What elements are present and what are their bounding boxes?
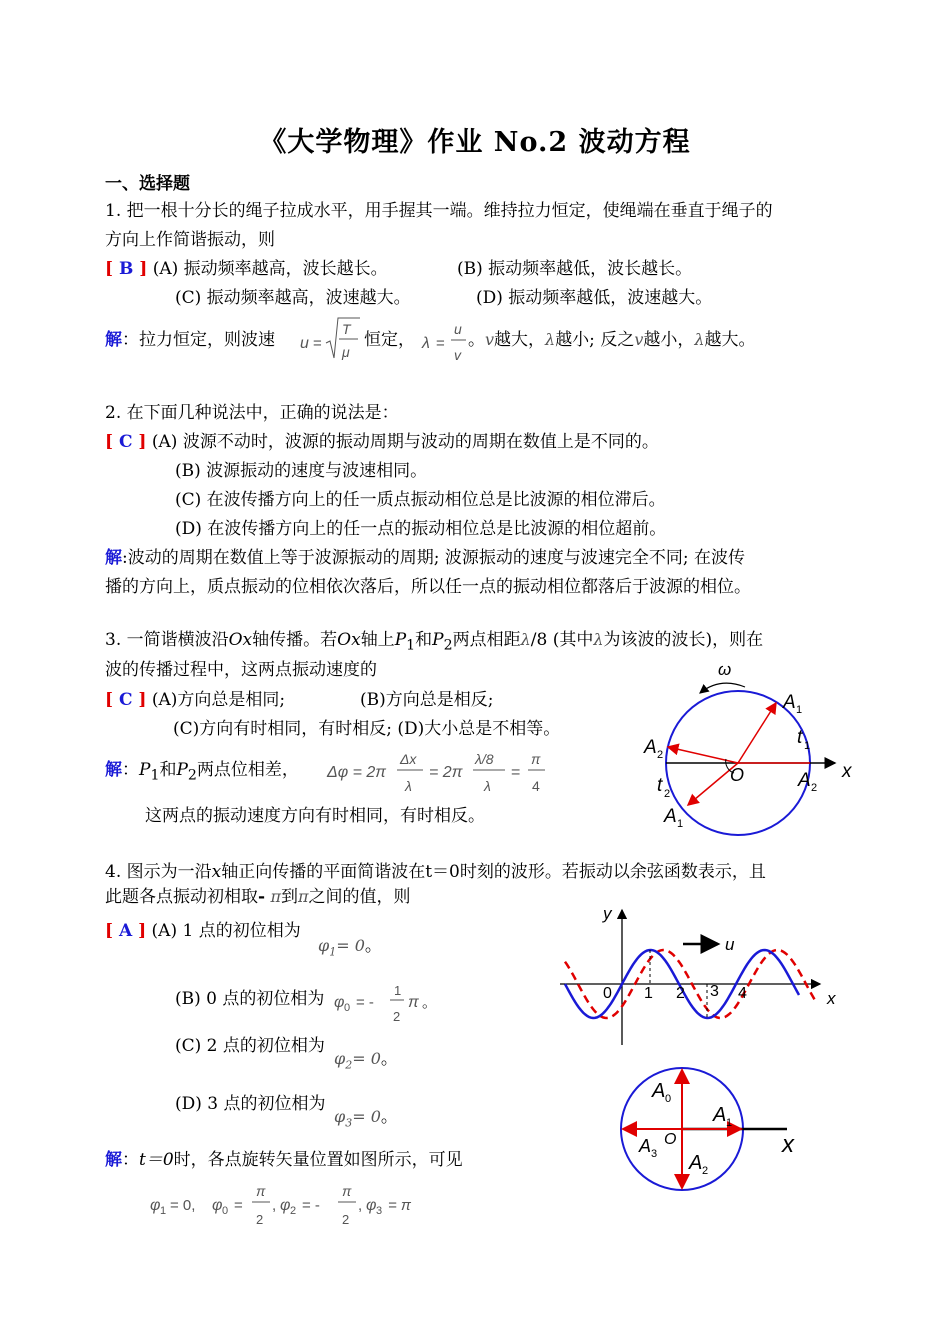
- q3-stem-line1: 3. 一简谐横波沿Ox轴传播。若Ox轴上$P_1$和$P_2$两点相距λ/8 (其中λ为该波的波长)，则在: [105, 630, 764, 654]
- svg-text:0: 0: [603, 985, 612, 1002]
- svg-text:π: π: [342, 1183, 352, 1199]
- q2-solution-line2: 播的方向上，质点振动的位相依次落后，所以任一点的振动相位都落后于波源的相位。: [105, 577, 751, 597]
- omega-label: ω: [718, 660, 732, 679]
- svg-text:2: 2: [657, 749, 664, 761]
- q1-option-c: (C) 振动频率越高，波速越大。: [175, 288, 411, 308]
- q1-solution: 解：拉力恒定，则波速: [105, 330, 275, 350]
- q4-option-a: (A) 1 点的初位相为: [151, 921, 301, 941]
- svg-text:x: x: [842, 761, 852, 782]
- svg-text:A: A: [689, 1152, 703, 1174]
- q1-answer-row1: [ B ] (A) 振动频率越高，波长越长。: [105, 259, 388, 279]
- q1-answer: B: [118, 259, 134, 279]
- svg-text:2: 2: [676, 985, 685, 1002]
- svg-text:4: 4: [738, 985, 747, 1002]
- svg-text:0: 0: [665, 1093, 672, 1105]
- q2-option-b: (B) 波源振动的速度与波速相同。: [175, 461, 428, 481]
- svg-text:A: A: [798, 770, 811, 791]
- svg-text:1: 1: [796, 704, 803, 716]
- svg-text:= -: = -: [356, 994, 374, 1011]
- q1-formula-wave-speed: [296, 312, 364, 370]
- svg-text:1: 1: [644, 985, 653, 1002]
- q1-stem-line1: 1. 把一根十分长的绳子拉成水平，用手握其一端。维持拉力恒定，使绳端在垂直于绳子的: [105, 201, 773, 221]
- q1-u: u: [300, 335, 309, 352]
- q4-option-d-formula: $\varphi_3= 0$。: [334, 1107, 398, 1130]
- svg-text:A: A: [713, 1104, 727, 1126]
- svg-text:2: 2: [811, 782, 818, 794]
- page: 《大学物理》作业 No.2 波动方程 一、选择题 1. 把一根十分长的绳子拉成水平，用手握其一端。维持拉力恒定，使绳端在垂直于绳子的 方向上作简谐振动，则 [ B ] (A) 振动频率越高，波长越长。 (B) 振动频率越低，波长越长。 (C) 振动频率越高，波速越大。 (D) 振动频率越低，波速越大。 解：拉力恒定，则波速 u = T μ 恒定， λ = u v 。v越大，λ越小; 反之v越小，λ越大。 2. 在下面几种说法中，正确的说法是： [ C ] (A) 波源不动时，波源的振动周期与波动的周期在数值上是不同的。 (B) 波源振动的速度与波速相同。 (C) 在波传播方向上的任一质点振动相位总是比波源的相位滞后。 (D) 在波传播方向上的任一点的振动相位总是比波源的相位超前。 解:波动的周期在数值上等于波源振动的周期; 波源振动的速度与波速完全不同; 在波传 播的方向上，质点振动的位相依次落后，所以任一点的振动相位都落后于波源的相位。 3. 一简谐横波沿Ox轴传播。若Ox轴上$P_1$和$P_2$两点相距λ/8 (其中λ为该波的波长)，则在 波的传播过程中，这两点振动速度的 [ C ] (A)方向总是相同; (B)方向总是相反; (C)方向有时相同，有时相反; (D)大小总是不相等。 解：$P_1$和$P_2$两点位相差， Δφ = 2π Δx λ = 2π λ/8 λ = π 4 这两点的振动速度方向有时相同，有时相反。 ω A 1 A 2 t 1 O A 2 x t 2 A 1 4. 图示为一沿x轴正向传播的平面简谐波在t＝0时刻的波形。若振动以余弦函数表示，且 此题各点振动初相取- π到π之间的值，则 [ A ] (A) 1 点的初位相为 $\varphi_1= 0$。 (B) 0 点的初位相为 φ 0 = - 1 2 π 。 (C) 2 点的初位相为 $\varphi_2= 0$。 (D) 3 点的初位相为 $\varphi_3= 0$。 解：t＝0时，各点旋转矢量位置如图所示，可见 φ 1 = 0, φ 0 = π 2 , φ 2 = - π 2 , φ 3 = π y x u 0 1 2 3 4 A 0 A 1 O A 3 A 2 x: [0, 0, 950, 1342]
- svg-text:λ: λ: [484, 778, 491, 794]
- q1-option-d: (D) 振动频率越低，波速越大。: [476, 288, 713, 308]
- q3-answer: C: [118, 690, 133, 710]
- svg-text:=: =: [234, 1197, 243, 1214]
- svg-text:π: π: [256, 1183, 266, 1199]
- svg-text:φ: φ: [280, 1197, 291, 1214]
- vector-A2-left: [668, 747, 738, 763]
- svg-text:λ: λ: [422, 335, 430, 352]
- svg-text:φ: φ: [334, 994, 345, 1011]
- svg-text:φ: φ: [150, 1197, 161, 1214]
- q1-stem-line2: 方向上作简谐振动，则: [105, 230, 275, 250]
- svg-text:t: t: [797, 727, 803, 748]
- q1-option-a: (A) 振动频率越高，波长越长。: [152, 259, 388, 279]
- q4-option-b: (B) 0 点的初位相为: [175, 989, 325, 1009]
- q4-option-c: (C) 2 点的初位相为: [175, 1036, 325, 1056]
- q3-answer-row: [ C ] (A)方向总是相同;: [105, 690, 286, 710]
- svg-text:A: A: [783, 692, 796, 713]
- svg-text:π: π: [408, 994, 419, 1011]
- q2-option-d: (D) 在波传播方向上的任一点的振动相位总是比波源的相位超前。: [175, 519, 667, 539]
- svg-text:2: 2: [702, 1165, 709, 1177]
- svg-text:。: 。: [422, 994, 438, 1011]
- section-heading: 一、选择题: [105, 174, 190, 194]
- q2-option-c: (C) 在波传播方向上的任一质点振动相位总是比波源的相位滞后。: [175, 490, 666, 510]
- svg-text:x: x: [827, 989, 836, 1008]
- q2-stem: 2. 在下面几种说法中，正确的说法是：: [105, 403, 399, 423]
- svg-text:0: 0: [344, 1002, 351, 1014]
- svg-text:= 2π: = 2π: [429, 764, 463, 781]
- svg-text:1: 1: [726, 1117, 733, 1129]
- svg-text:= 0,: = 0,: [170, 1197, 196, 1214]
- svg-text:0: 0: [222, 1205, 229, 1217]
- svg-text:y: y: [603, 904, 612, 923]
- q3-phase-difference-formula: [325, 744, 555, 800]
- q4-stem-line2: 此题各点振动初相取- π到π之间的值，则: [105, 887, 411, 907]
- svg-text:π: π: [531, 751, 541, 767]
- svg-text:A: A: [644, 737, 657, 758]
- q4-answer-row: [ A ] (A) 1 点的初位相为: [105, 921, 301, 941]
- q3-rotation-vector-figure: [630, 655, 860, 840]
- q4-wave-figure: [555, 900, 845, 1050]
- q3-stem-line2: 波的传播过程中，这两点振动速度的: [105, 660, 377, 680]
- svg-text:O: O: [664, 1131, 677, 1148]
- svg-text:2: 2: [664, 788, 671, 800]
- svg-text:μ: μ: [342, 344, 350, 360]
- svg-text:= -: = -: [302, 1197, 320, 1214]
- svg-text:A: A: [639, 1136, 652, 1156]
- q4-stem-line1: 4. 图示为一沿x轴正向传播的平面简谐波在t＝0时刻的波形。若振动以余弦函数表示，且: [105, 862, 766, 882]
- q1-formula-wavelength: [420, 316, 472, 368]
- svg-text:A: A: [664, 806, 677, 827]
- q2-answer-row: [ C ] (A) 波源不动时，波源的振动周期与波动的周期在数值上是不同的。: [105, 432, 659, 452]
- q3-solution: 解：$P_1$和$P_2$两点位相差，: [105, 760, 299, 784]
- q2-answer: C: [118, 432, 133, 452]
- page-title: 《大学物理》作业 No.2 波动方程: [259, 127, 691, 158]
- q4-final-phases-formula: [148, 1178, 438, 1232]
- q3-option-a: (A)方向总是相同;: [151, 690, 286, 710]
- svg-text:1: 1: [677, 818, 684, 830]
- svg-text:,: ,: [272, 1197, 277, 1214]
- svg-text:φ: φ: [212, 1197, 223, 1214]
- q4-option-b-formula: [332, 976, 442, 1028]
- svg-text:=: =: [313, 335, 322, 352]
- q4-option-c-formula: $\varphi_2= 0$。: [334, 1049, 398, 1072]
- q3-option-cd: (C)方向有时相同，有时相反; (D)大小总是不相等。: [173, 719, 561, 739]
- q2-solution-line1: 解:波动的周期在数值上等于波源振动的周期; 波源振动的速度与波速完全不同; 在波传: [105, 548, 745, 568]
- vector-A1-top: [738, 703, 776, 763]
- q1-option-b: (B) 振动频率越低，波长越长。: [457, 259, 693, 279]
- svg-text:A: A: [652, 1080, 666, 1102]
- svg-text:2: 2: [290, 1205, 297, 1217]
- svg-text:= π: = π: [388, 1197, 411, 1214]
- svg-text:λ: λ: [405, 778, 412, 794]
- svg-text:Δφ = 2π: Δφ = 2π: [327, 764, 387, 781]
- svg-text:v: v: [454, 347, 461, 363]
- svg-text:=: =: [511, 764, 521, 781]
- svg-text:u: u: [725, 935, 735, 954]
- q4-option-a-formula: $\varphi_1= 0$。: [318, 936, 382, 959]
- svg-text:O: O: [730, 765, 745, 785]
- svg-text:u: u: [454, 321, 462, 337]
- svg-text:2: 2: [256, 1212, 264, 1227]
- svg-text:Δx: Δx: [400, 751, 417, 767]
- svg-text:1: 1: [160, 1205, 167, 1217]
- q4-rotation-vector-figure: [615, 1062, 805, 1197]
- svg-text:φ: φ: [366, 1197, 377, 1214]
- svg-text:x: x: [782, 1131, 794, 1158]
- svg-text:=: =: [436, 335, 445, 352]
- q4-solution: 解：t＝0时，各点旋转矢量位置如图所示，可见: [105, 1150, 463, 1170]
- q4-option-d: (D) 3 点的初位相为: [175, 1094, 326, 1114]
- q4-answer: A: [118, 921, 133, 941]
- q1-solution-label: 解: [105, 330, 122, 350]
- svg-text:3: 3: [651, 1148, 658, 1160]
- q2-option-a: (A) 波源不动时，波源的振动周期与波动的周期在数值上是不同的。: [151, 432, 659, 452]
- svg-text:4: 4: [532, 778, 540, 794]
- svg-text:2: 2: [393, 1009, 401, 1024]
- svg-text:T: T: [342, 321, 351, 337]
- svg-text:t: t: [657, 775, 663, 796]
- svg-text:,: ,: [358, 1197, 363, 1214]
- q3-option-b: (B)方向总是相反;: [360, 690, 494, 710]
- svg-text:3: 3: [710, 983, 719, 1000]
- svg-text:1: 1: [804, 740, 811, 752]
- svg-text:1: 1: [394, 983, 402, 998]
- q3-solution-line2: 这两点的振动速度方向有时相同，有时相反。: [145, 806, 485, 826]
- svg-text:2: 2: [342, 1212, 350, 1227]
- svg-text:λ/8: λ/8: [475, 751, 494, 767]
- svg-text:3: 3: [376, 1205, 383, 1217]
